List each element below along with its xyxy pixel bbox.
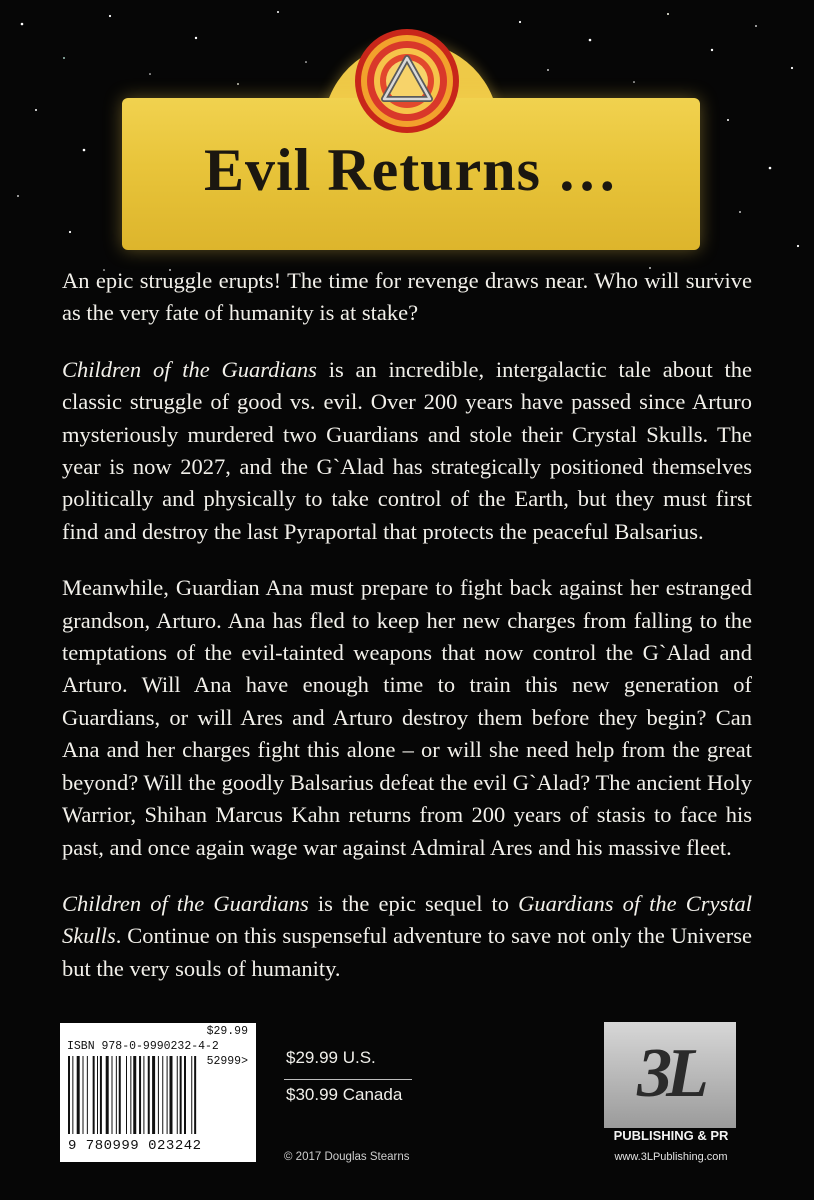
barcode-bar xyxy=(116,1056,117,1134)
publisher-logo xyxy=(604,1022,736,1128)
barcode-bar xyxy=(133,1056,136,1134)
barcode-bar xyxy=(167,1056,168,1134)
barcode-bar xyxy=(177,1056,178,1134)
barcode-price-code: $29.99 xyxy=(206,1025,248,1038)
blurb-text-span: . Continue on this suspenseful adventure to save not only the Universe but the very souls of humanity. xyxy=(62,923,752,981)
isbn-barcode xyxy=(60,1023,256,1162)
barcode-bar xyxy=(83,1056,84,1134)
barcode-bar xyxy=(170,1056,173,1134)
blurb-paragraph xyxy=(62,572,752,864)
copyright: © 2017 Douglas Stearns xyxy=(284,1151,410,1163)
barcode-bar xyxy=(191,1056,192,1134)
book-title-italic: Guardians of the Crystal Skulls xyxy=(62,890,752,949)
barcode-bar xyxy=(158,1056,159,1134)
barcode-bar xyxy=(126,1056,127,1134)
barcode-bar xyxy=(130,1056,131,1134)
barcode-bar xyxy=(152,1056,155,1134)
price-divider xyxy=(284,1079,412,1080)
barcode-bar xyxy=(119,1056,121,1134)
barcode-bar xyxy=(93,1056,95,1134)
blurb-text-span: Meanwhile, Guardian Ana must prepare to fight back against her estranged grandson, Arturo. Ana has fled to keep her new charges from falling to the temptations of the evil-tainted weapons that now control the G`Alad and Arturo. Will Ana have enough time to train this new generation of Guardians, or will Ares and Arturo destroy them before they begin? Can Ana and her charges fight this alone – or will she need help from the great beyond? Will the goodly Balsarius defeat the evil G`Alad? The ancient Holy Warrior, Shihan Marcus Kahn returns from 200 years of stasis to face his past, and once again wage war against Admiral Ares and his massive fleet. xyxy=(62,575,752,860)
publisher-url: www.3LPublishing.com xyxy=(614,1151,728,1163)
barcode-bar xyxy=(97,1056,98,1134)
barcode-bar xyxy=(139,1056,141,1134)
barcode-bars xyxy=(66,1056,250,1136)
isbn-number: ISBN 978-0-9990232-4-2 xyxy=(67,1040,219,1053)
barcode-bar xyxy=(143,1056,144,1134)
barcode-bar xyxy=(180,1056,182,1134)
blurb-paragraph xyxy=(62,265,752,330)
barcode-digits: 9 780999 023242 xyxy=(68,1138,202,1154)
blurb-paragraph xyxy=(62,888,752,985)
price-us: $29.99 U.S. xyxy=(286,1048,376,1067)
blurb-text-span: An epic struggle erupts! The time for revenge draws near. Who will survive as the very fate of humanity is at stake? xyxy=(62,268,752,326)
blurb-text xyxy=(62,265,752,1009)
barcode-bar xyxy=(184,1056,186,1134)
blurb-text-span: is an incredible, intergalactic tale about the classic struggle of good vs. evil. Over 200 years have passed since Arturo mysteriously murdered two Guardians and stole their Crystal Skulls. The year is now 2027, and the G`Alad has strategically positioned themselves politically and physically to take control of the Earth, but they must first find and destroy the last Pyraportal that protects the peaceful Balsarius. xyxy=(62,356,752,544)
barcode-bar xyxy=(87,1056,88,1134)
barcode-addon: 52999> xyxy=(206,1055,248,1068)
barcode-bar xyxy=(100,1056,102,1134)
barcode-bar xyxy=(68,1056,70,1134)
publisher-logo-mark: 3L xyxy=(637,1035,703,1112)
blurb-paragraph xyxy=(62,354,752,548)
headline: Evil Returns … xyxy=(203,137,619,203)
book-title-italic: Children of the Guardians xyxy=(62,356,317,382)
barcode-bar xyxy=(112,1056,113,1134)
book-title-italic: Children of the Guardians xyxy=(62,890,309,916)
barcode-bar xyxy=(194,1056,196,1134)
barcode-bar xyxy=(77,1056,80,1134)
publisher-name: PUBLISHING & PR xyxy=(613,1128,729,1143)
price-canada: $30.99 Canada xyxy=(286,1085,403,1104)
barcode-bar xyxy=(148,1056,150,1134)
barcode-bar xyxy=(72,1056,73,1134)
flaming-triangle-emblem-icon xyxy=(348,22,466,140)
barcode-bar xyxy=(162,1056,163,1134)
blurb-text-span: is the epic sequel to xyxy=(308,890,519,916)
barcode-bar xyxy=(106,1056,109,1134)
